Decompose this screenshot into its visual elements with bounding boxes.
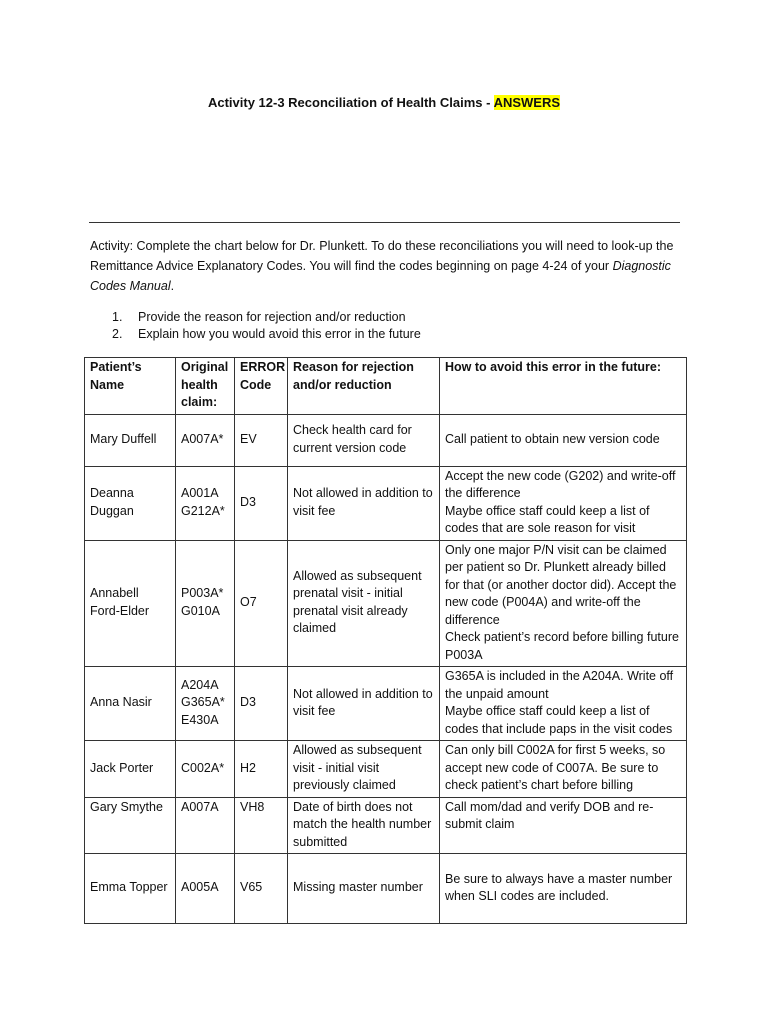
claim-cell: A007A* — [176, 414, 235, 466]
table-row — [85, 414, 687, 466]
patient-name-cell: Annabell Ford-Elder — [85, 540, 176, 667]
patient-name-cell: Deanna Duggan — [85, 466, 176, 540]
title-text: Activity 12-3 Reconciliation of Health Claims - — [207, 95, 494, 110]
reason-cell: Allowed as subsequent prenatal visit - initial prenatal visit already claimed — [288, 540, 440, 667]
table-row — [85, 667, 687, 741]
reason-cell: Missing master number — [288, 854, 440, 924]
table-row — [85, 797, 687, 854]
error-code-cell: D3 — [235, 466, 288, 540]
header-original-claim: Original health claim: — [176, 358, 235, 415]
avoid-cell: Call mom/dad and verify DOB and re-submit claim — [440, 797, 687, 854]
step-number: 2. — [112, 327, 123, 341]
claim-cell: P003A* G010A — [176, 540, 235, 667]
table-row — [85, 540, 687, 667]
table-header-row — [85, 358, 687, 415]
patient-name-cell: Anna Nasir — [85, 667, 176, 741]
header-how-to-avoid: How to avoid this error in the future: — [440, 358, 687, 415]
reason-cell: Check health card for current version code — [288, 414, 440, 466]
claims-table — [84, 357, 687, 924]
error-code-cell: EV — [235, 414, 288, 466]
step-text: Provide the reason for rejection and/or reduction — [138, 310, 406, 324]
table-row — [85, 854, 687, 924]
patient-name-cell: Jack Porter — [85, 741, 176, 798]
table-row — [85, 741, 687, 798]
error-code-cell: O7 — [235, 540, 288, 667]
manual-title: Diagnostic Codes Manual — [90, 259, 671, 293]
header-reason: Reason for rejection and/or reduction — [288, 358, 440, 415]
reason-cell: Not allowed in addition to visit fee — [288, 466, 440, 540]
instructions-text: Activity: Complete the chart below for Dr. Plunkett. To do these reconciliations you will need to look-up the Remittance Advice Explanatory Codes. You will find the codes beginning on page 4-24 of your — [90, 239, 674, 273]
avoid-cell: G365A is included in the A204A. Write off the unpaid amount Maybe office staff could keep a list of codes that include paps in the visit codes — [440, 667, 687, 741]
avoid-cell: Only one major P/N visit can be claimed per patient so Dr. Plunkett already billed for that (or another doctor did). Accept the new code (P004A) and write-off the difference Check patient’s record before billing future P003A — [440, 540, 687, 667]
instructions-end: . — [170, 279, 175, 293]
claim-cell: A005A — [176, 854, 235, 924]
claim-cell: A007A — [176, 797, 235, 854]
table-row — [85, 466, 687, 540]
patient-name-cell: Gary Smythe — [85, 797, 176, 854]
avoid-cell: Can only bill C002A for first 5 weeks, so accept new code of C007A. Be sure to check patient’s chart before billing — [440, 741, 687, 798]
steps-list — [90, 309, 690, 343]
avoid-cell: Be sure to always have a master number when SLI codes are included. — [440, 854, 687, 924]
divider — [89, 222, 680, 223]
claim-cell: A001A G212A* — [176, 466, 235, 540]
reason-cell: Allowed as subsequent visit - initial visit previously claimed — [288, 741, 440, 798]
avoid-cell: Accept the new code (G202) and write-off the difference Maybe office staff could keep a list of codes that are sole reason for visit — [440, 466, 687, 540]
reason-cell: Date of birth does not match the health number submitted — [288, 797, 440, 854]
error-code-cell: H2 — [235, 741, 288, 798]
reason-cell: Not allowed in addition to visit fee — [288, 667, 440, 741]
answers-highlight: ANSWERS — [493, 95, 561, 110]
avoid-cell: Call patient to obtain new version code — [440, 414, 687, 466]
patient-name-cell: Mary Duffell — [85, 414, 176, 466]
step-number: 1. — [112, 310, 123, 324]
error-code-cell: V65 — [235, 854, 288, 924]
header-patient-name: Patient’s Name — [85, 358, 176, 415]
patient-name-cell: Emma Topper — [85, 854, 176, 924]
error-code-cell: D3 — [235, 667, 288, 741]
step-text: Explain how you would avoid this error in the future — [138, 327, 421, 341]
claim-cell: C002A* — [176, 741, 235, 798]
activity-instructions — [90, 236, 690, 296]
claim-cell: A204A G365A* E430A — [176, 667, 235, 741]
error-code-cell: VH8 — [235, 797, 288, 854]
page-title — [0, 95, 768, 110]
header-error-code: ERROR Code — [235, 358, 288, 415]
step-item — [90, 309, 690, 326]
step-item — [90, 326, 690, 343]
